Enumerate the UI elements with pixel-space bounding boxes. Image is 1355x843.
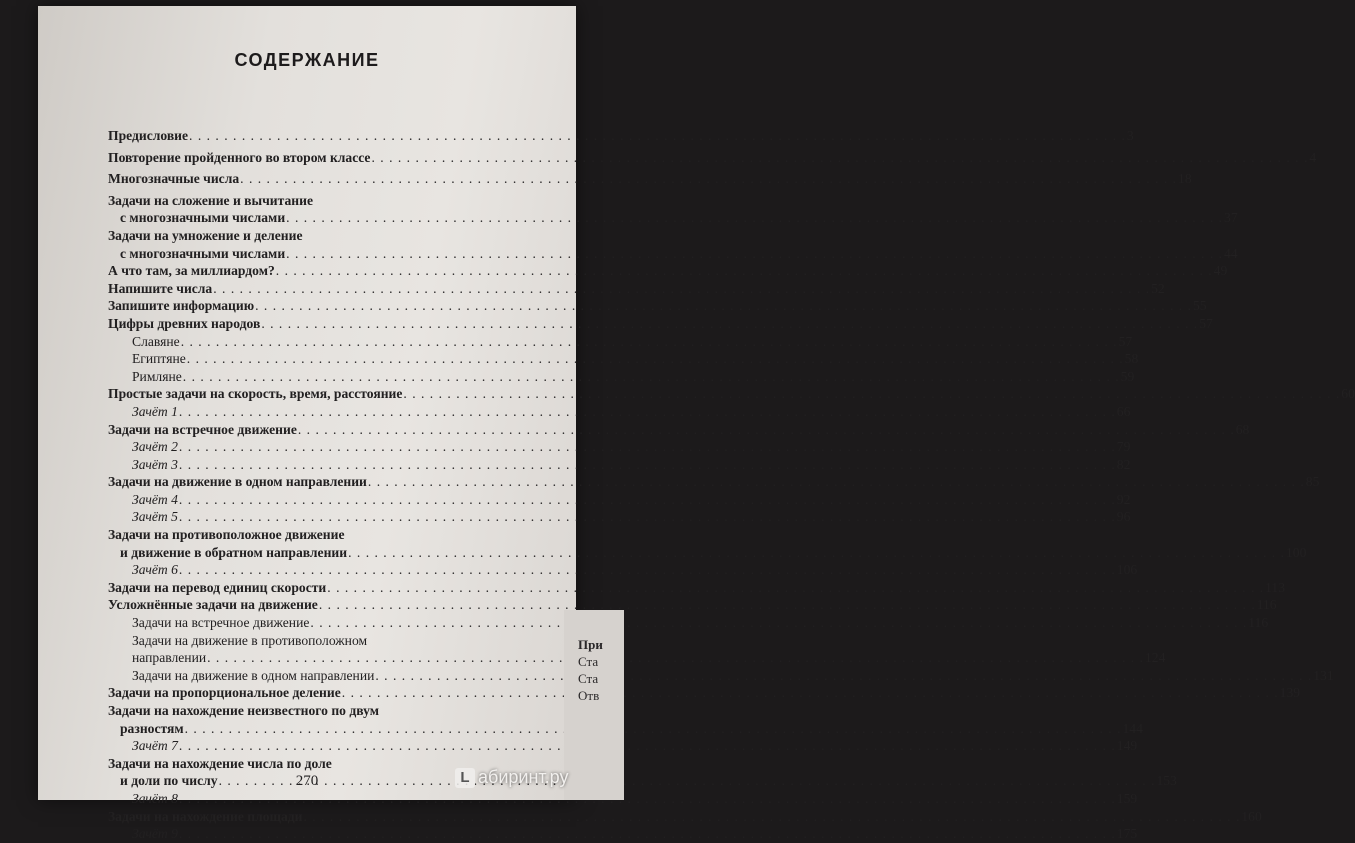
toc-entry-label: и движение в обратном направлении: [120, 544, 348, 560]
toc-entry-page: 139: [1279, 685, 1301, 701]
toc-entry: [108, 127, 1134, 145]
toc-leader-dots: [181, 333, 1118, 351]
toc-entry-page: 106: [1116, 562, 1138, 578]
toc-entry-label: Задачи на встречное движение: [132, 615, 310, 631]
toc-entry-page: 100: [1285, 544, 1307, 560]
toc-entry: [108, 473, 1320, 491]
toc-entry-label: Повторение пройденного во втором классе: [108, 149, 371, 165]
toc-entry-label: Зачёт 8: [132, 790, 178, 806]
toc-entry-page: 131: [1313, 667, 1334, 683]
labirint-logo-icon: L: [455, 768, 475, 788]
toc-entry-page: 175: [1116, 826, 1138, 842]
toc-leader-dots: [179, 825, 1116, 843]
toc-leader-dots: [179, 491, 1116, 509]
toc-entry-page: 37: [1224, 210, 1238, 226]
toc-leader-dots: [179, 403, 1116, 421]
toc-entry: Задачи на нахождение неизвестного по двум: [108, 703, 379, 718]
toc-entry: Задачи на умножение и деление: [108, 227, 303, 243]
toc-entry: [108, 333, 1133, 351]
toc-entry-page: 159: [1116, 790, 1138, 806]
toc-entry-page: 3: [1126, 128, 1134, 143]
toc-entry-page: 4: [1309, 149, 1317, 165]
toc-entry-label: Цифры древних народов: [108, 315, 261, 331]
toc-leader-dots: [185, 720, 1122, 738]
toc-entry-label: Египтяне: [132, 351, 186, 367]
toc-leader-dots: [179, 456, 1116, 474]
toc-entry: [108, 368, 1135, 386]
toc-entry: [108, 280, 1165, 298]
toc-entry-page: 59: [1120, 368, 1135, 384]
toc-entry-page: 85: [1305, 474, 1320, 490]
toc-entry-label: Зачёт 5: [132, 509, 178, 525]
page-title: СОДЕРЖАНИЕ: [234, 50, 380, 70]
adjacent-page-text: Ста: [578, 671, 599, 686]
toc-entry-label: Простые задачи на скорость, время, расстояние: [108, 386, 403, 402]
toc-entry-label: Предисловие: [108, 128, 189, 143]
toc-entry-label: Задачи на нахождение площади: [108, 808, 303, 824]
toc-entry: Задачи на движение в противоположном: [132, 632, 368, 648]
toc-entry: [108, 508, 1131, 526]
toc-entry: [108, 561, 1138, 579]
toc-leader-dots: [179, 508, 1116, 526]
adjacent-page-text: Отв: [578, 688, 600, 703]
toc-leader-dots: [375, 667, 1312, 685]
toc-leader-dots: [310, 614, 1247, 632]
toc-leader-dots: [187, 350, 1124, 368]
toc-entry-label: Зачёт 1: [132, 403, 178, 419]
toc-entry-label: Зачёт 4: [132, 491, 178, 507]
toc-entry: [108, 790, 1138, 808]
toc-leader-dots: [261, 315, 1198, 333]
toc-entry-page: 52: [1151, 280, 1165, 296]
toc-leader-dots: [348, 544, 1285, 562]
toc-leader-dots: [286, 245, 1223, 263]
toc-entry-page: 116: [1256, 597, 1277, 613]
toc-entry: [108, 456, 1131, 474]
toc-entry: [108, 544, 1307, 562]
toc-entry-page: 66: [1116, 403, 1131, 419]
toc-leader-dots: [207, 649, 1144, 667]
toc-entry-label: Многозначные числа: [108, 171, 240, 187]
toc-leader-dots: [213, 280, 1150, 298]
adjacent-page-text: Ста: [578, 654, 599, 669]
toc-entry: Задачи на противоположное движение: [108, 527, 345, 543]
toc-entry: [108, 808, 1262, 826]
toc-entry-label: с многозначными числами: [120, 245, 286, 261]
toc-entry-page: 82: [1116, 456, 1131, 472]
toc-entry-page: 153: [1156, 773, 1177, 789]
toc-entry-page: 92: [1116, 491, 1131, 507]
toc-entry-label: Задачи на перевод единиц скорости: [108, 579, 327, 595]
toc-entry-label: Зачёт 3: [132, 456, 178, 472]
toc-entry-label: Зачёт 6: [132, 562, 178, 578]
toc-entry-label: Римляне: [132, 368, 182, 384]
toc-leader-dots: [371, 149, 1308, 167]
adjacent-page-fragment: [564, 610, 624, 800]
toc-entry-label: Задачи на встречное движение: [108, 421, 297, 437]
page-number: 270: [295, 773, 319, 789]
toc-entry-label: А что там, за миллиардом?: [108, 263, 275, 279]
toc-leader-dots: [179, 561, 1116, 579]
toc-entry: [108, 209, 1238, 227]
toc-entry-label: направлении: [132, 650, 207, 666]
toc-entry-label: Напишите числа: [108, 280, 213, 296]
toc-entry-label: Зачёт 9: [132, 826, 178, 842]
toc-entry: Задачи на нахождение числа по доле: [108, 755, 332, 771]
toc-leader-dots: [255, 297, 1192, 315]
toc-entry-label: Задачи на движение в одном направлении: [132, 667, 375, 683]
toc-entry-label: с многозначными числами: [120, 210, 286, 226]
toc-entry: Задачи на сложение и вычитание: [108, 192, 313, 208]
toc-entry: [108, 149, 1317, 167]
toc-entry: [108, 262, 1228, 280]
toc-entry: [108, 720, 1143, 738]
toc-entry-label: Запишите информацию: [108, 298, 255, 314]
toc-entry: [108, 170, 1192, 188]
toc-entry: [108, 579, 1286, 597]
toc-leader-dots: [183, 368, 1120, 386]
watermark: [455, 767, 568, 788]
toc-entry-label: и доли по числу: [120, 773, 218, 789]
toc-entry-page: 44: [1224, 245, 1238, 261]
toc-leader-dots: [276, 262, 1213, 280]
toc-entry-page: 160: [1241, 808, 1262, 824]
toc-entry-page: 79: [1116, 439, 1131, 455]
toc-entry: [108, 421, 1250, 439]
toc-leader-dots: [342, 684, 1279, 702]
toc-entry-label: Усложнённые задачи на движение: [108, 597, 318, 613]
toc-entry-page: 60: [1341, 386, 1355, 402]
toc-entry-page: 57: [1199, 315, 1213, 331]
watermark-text: абиринт.ру: [478, 767, 569, 787]
toc-entry-label: Задачи на движение в одном направлении: [108, 474, 367, 490]
toc-entry: [108, 438, 1131, 456]
toc-entry-page: 96: [1116, 509, 1131, 525]
adjacent-page-text: При: [578, 637, 603, 652]
toc-leader-dots: [179, 438, 1116, 456]
toc-entry-page: 144: [1122, 720, 1143, 736]
toc-entry-label: Зачёт 7: [132, 738, 178, 754]
toc-entry-page: 58: [1124, 351, 1139, 367]
toc-leader-dots: [368, 473, 1305, 491]
toc-entry: [108, 403, 1131, 421]
toc-entry-page: 124: [1145, 650, 1166, 666]
toc-leader-dots: [403, 385, 1340, 403]
toc-entry-label: Славяне: [132, 333, 180, 349]
toc-entry-label: Зачёт 2: [132, 439, 178, 455]
toc-entry: [108, 297, 1207, 315]
toc-entry: [108, 350, 1139, 368]
toc-entry: [108, 596, 1277, 614]
toc-entry-page: 18: [1178, 171, 1192, 187]
toc-leader-dots: [319, 596, 1256, 614]
toc-leader-dots: [240, 170, 1177, 188]
toc-entry-page: 55: [1193, 298, 1207, 314]
toc-leader-dots: [179, 737, 1116, 755]
toc-entry: [108, 491, 1131, 509]
toc-leader-dots: [327, 579, 1264, 597]
toc-entry-label: Задачи на пропорциональное деление: [108, 685, 341, 701]
toc-entry-label: разностям: [120, 720, 184, 736]
toc-entry-page: 49: [1213, 263, 1228, 279]
toc-entry: [108, 385, 1355, 403]
toc-entry: [108, 245, 1238, 263]
toc-leader-dots: [304, 808, 1241, 826]
toc-entry: [108, 614, 1269, 632]
toc-entry-page: 113: [1265, 579, 1286, 595]
toc-entry-page: 68: [1235, 421, 1250, 437]
toc-leader-dots: [189, 127, 1126, 145]
toc-leader-dots: [179, 790, 1116, 808]
toc-leader-dots: [286, 209, 1223, 227]
toc-leader-dots: [298, 421, 1235, 439]
toc-entry: [108, 315, 1213, 333]
toc-entry: [108, 737, 1138, 755]
toc-entry-page: 149: [1116, 738, 1138, 754]
toc-entry: [108, 825, 1138, 843]
toc-entry-page: 57: [1118, 333, 1133, 349]
toc-entry-page: 116: [1248, 615, 1269, 631]
